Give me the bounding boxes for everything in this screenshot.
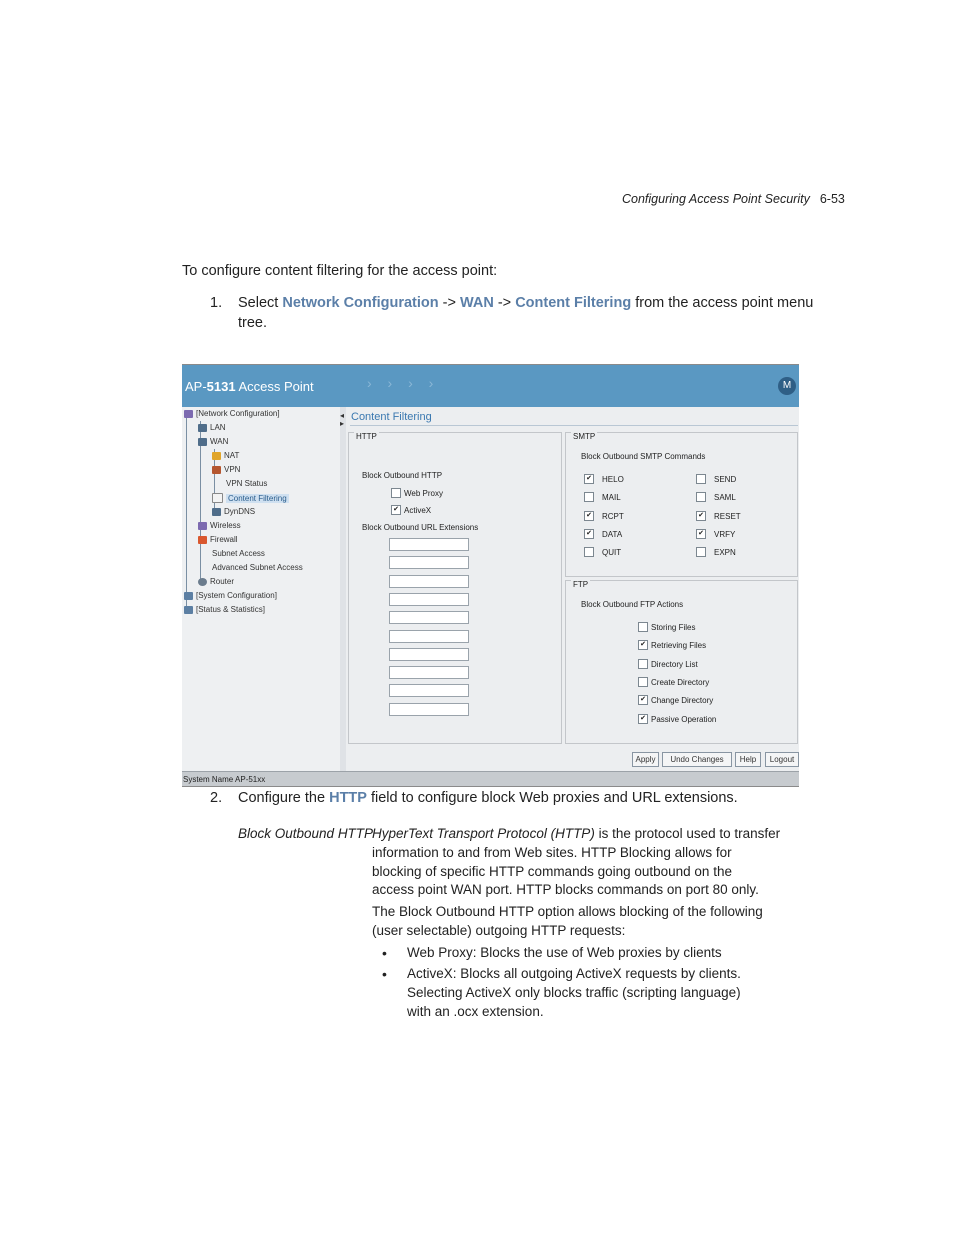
content-title: Content Filtering [351, 411, 432, 423]
step-2-pre: Configure the [238, 790, 330, 806]
smtp-saml-label: SAML [714, 493, 736, 503]
smtp-send-checkbox[interactable] [696, 474, 706, 484]
definition-p1-line2: information to and from Web sites. HTTP Blocking allows for [372, 845, 732, 860]
tree-label: VPN [224, 465, 241, 474]
step-1-line2: tree. [238, 315, 268, 331]
url-extension-input[interactable] [389, 630, 469, 643]
tree-label: Subnet Access [212, 549, 265, 558]
tree-label: Router [210, 577, 235, 586]
statistics-icon [184, 606, 193, 614]
bullet-marker: • [382, 966, 387, 982]
tree-label: DynDNS [224, 507, 256, 516]
tree-label: Advanced Subnet Access [212, 563, 303, 572]
tree-item-advanced-subnet-access[interactable] [212, 563, 303, 572]
link-wan: WAN [459, 295, 494, 311]
tree-label: Wireless [210, 521, 241, 530]
definition-p2-line2: (user selectable) outgoing HTTP requests: [372, 923, 626, 938]
tree-item-wireless[interactable] [198, 521, 241, 530]
dyndns-icon [212, 508, 221, 516]
ftp-change-directory-checkbox[interactable]: ✔ [638, 695, 648, 705]
smtp-data-checkbox[interactable]: ✔ [584, 529, 594, 539]
tree-item-router[interactable] [198, 577, 234, 586]
ap-screenshot [182, 364, 799, 787]
step-2-post: field to configure block Web proxies and URL extensions. [366, 790, 738, 806]
smtp-expn-checkbox[interactable] [696, 547, 706, 557]
bullet-marker: • [382, 945, 387, 961]
ftp-storing-files-label: Storing Files [651, 623, 696, 632]
ftp-storing-files-checkbox[interactable] [638, 622, 648, 632]
router-icon [198, 578, 207, 586]
ftp-directory-list-label: Directory List [651, 659, 698, 669]
ftp-create-directory-label: Create Directory [651, 677, 710, 687]
step-1-post: from the access point menu [631, 295, 814, 311]
link-content-filtering: Content Filtering [515, 295, 632, 311]
step-1-number: 1. [210, 295, 223, 311]
step-1-pre: Select [238, 295, 283, 311]
apply-button[interactable]: Apply [632, 752, 659, 767]
tree-item-wan[interactable] [198, 437, 228, 446]
tree-item-dyndns[interactable] [212, 507, 255, 516]
status-bar [182, 771, 799, 787]
definition-p1-line4: access point WAN port. HTTP blocks commands on port 80 only. [372, 882, 759, 897]
app-banner [182, 365, 799, 407]
ftp-actions-label: Block Outbound FTP Actions [581, 600, 684, 609]
definition-p2-line1: The Block Outbound HTTP option allows blocking of the following [372, 904, 763, 919]
system-name: System Name AP-51xx [183, 775, 266, 784]
tree-item-status-statistics[interactable] [184, 605, 265, 614]
definition-term: Block Outbound HTTP [238, 826, 374, 841]
title-divider [350, 425, 798, 426]
smtp-saml-checkbox[interactable] [696, 492, 706, 502]
bullet-activex-line3: with an .ocx extension. [407, 1004, 544, 1019]
activex-label: ActiveX [404, 506, 432, 515]
ftp-directory-list-checkbox[interactable] [638, 659, 648, 669]
smtp-vrfy-checkbox[interactable]: ✔ [696, 529, 706, 539]
link-network-configuration: Network Configuration [282, 295, 439, 311]
ftp-passive-operation-checkbox[interactable]: ✔ [638, 714, 648, 724]
ftp-change-directory-label: Change Directory [651, 696, 714, 706]
smtp-mail-label: MAIL [602, 493, 621, 503]
smtp-rcpt-checkbox[interactable]: ✔ [584, 511, 594, 521]
content-pane [346, 407, 799, 771]
title-suffix: Access Point [235, 379, 314, 394]
system-icon [184, 592, 193, 600]
smtp-mail-checkbox[interactable] [584, 492, 594, 502]
logout-button[interactable]: Logout [765, 752, 799, 767]
web-proxy-checkbox[interactable] [391, 488, 401, 498]
step-1-sep1: -> [438, 295, 460, 311]
tree-line [186, 413, 187, 609]
smtp-expn-label: EXPN [714, 548, 736, 558]
smtp-reset-checkbox[interactable]: ✔ [696, 511, 706, 521]
tree-item-system-configuration[interactable] [184, 591, 277, 600]
menu-tree [182, 407, 341, 771]
http-term: HyperText Transport Protocol (HTTP) [372, 826, 595, 841]
tree-item-network-configuration[interactable] [184, 409, 280, 418]
step-2-number: 2. [210, 790, 223, 806]
tree-item-vpn-status[interactable] [226, 479, 267, 488]
url-extension-input[interactable] [389, 666, 469, 679]
tree-label: VPN Status [226, 479, 268, 488]
ftp-legend: FTP [573, 580, 589, 589]
activex-checkbox[interactable]: ✔ [391, 505, 401, 515]
smtp-rcpt-label: RCPT [602, 511, 624, 521]
tree-label: Firewall [210, 535, 238, 544]
ftp-create-directory-checkbox[interactable] [638, 677, 648, 687]
url-extension-input[interactable] [389, 593, 469, 606]
lan-icon [198, 424, 207, 432]
ftp-passive-operation-label: Passive Operation [651, 714, 717, 724]
intro-text: To configure content filtering for the access point: [182, 263, 498, 279]
url-extension-input[interactable] [389, 648, 469, 661]
smtp-legend: SMTP [573, 432, 596, 441]
vpn-icon [212, 466, 221, 474]
web-proxy-label: Web Proxy [404, 489, 443, 498]
url-extension-input[interactable] [389, 611, 469, 624]
smtp-commands-label: Block Outbound SMTP Commands [581, 452, 706, 461]
block-outbound-http-label: Block Outbound HTTP [362, 471, 443, 480]
bullet-activex-line2: Selecting ActiveX only blocks traffic (scripting language) [407, 985, 741, 1000]
wireless-icon [198, 522, 207, 530]
nat-icon [212, 452, 221, 460]
smtp-vrfy-label: VRFY [714, 529, 736, 539]
title-model: 5131 [206, 379, 236, 394]
document-icon [212, 493, 223, 503]
undo-changes-button[interactable]: Undo Changes [662, 752, 732, 767]
tree-item-vpn[interactable] [212, 465, 240, 474]
smtp-quit-label: QUIT [602, 548, 622, 558]
smtp-quit-checkbox[interactable] [584, 547, 594, 557]
tree-item-nat[interactable] [212, 451, 239, 460]
smtp-helo-checkbox[interactable]: ✔ [584, 474, 594, 484]
tree-item-firewall[interactable] [198, 535, 238, 544]
ftp-retrieving-files-label: Retrieving Files [651, 641, 707, 651]
motorola-logo-icon: M [778, 377, 796, 395]
definition-p1-line3: blocking of specific HTTP commands going outbound on the [372, 864, 732, 879]
wan-icon [198, 438, 207, 446]
expand-right-icon[interactable]: ▸ [340, 419, 345, 428]
http-legend: HTTP [356, 432, 377, 441]
smtp-data-label: DATA [602, 529, 623, 539]
p1-l1: is the protocol used to transfer [594, 826, 781, 841]
smtp-reset-label: RESET [714, 511, 741, 521]
url-extension-input[interactable] [389, 703, 469, 716]
step-1-sep2: -> [493, 295, 516, 311]
page-number: 6-53 [819, 192, 845, 206]
link-http: HTTP [329, 790, 367, 806]
collapse-left-icon[interactable]: ◂ [340, 411, 345, 420]
bullet-web-proxy: Web Proxy: Blocks the use of Web proxies by clients [407, 945, 722, 960]
url-extension-input[interactable] [389, 684, 469, 697]
tree-label: [Network Configuration] [196, 409, 280, 418]
step-1-text [238, 295, 813, 311]
tree-label: [System Configuration] [196, 591, 277, 600]
smtp-helo-label: HELO [602, 475, 624, 484]
firewall-icon [198, 536, 207, 544]
running-header [622, 192, 845, 206]
url-extensions-label: Block Outbound URL Extensions [362, 523, 479, 532]
app-title [185, 379, 314, 394]
tree-label: LAN [210, 423, 226, 432]
url-extension-input[interactable] [389, 575, 469, 588]
ftp-retrieving-files-checkbox[interactable]: ✔ [638, 640, 648, 650]
url-extension-input[interactable] [389, 556, 469, 569]
tree-label: NAT [224, 451, 240, 460]
help-button[interactable]: Help [735, 752, 761, 767]
definition-p1-line1 [372, 826, 780, 841]
tree-label: [Status & Statistics] [196, 605, 265, 614]
tree-item-subnet-access[interactable] [212, 549, 265, 558]
url-extension-input[interactable] [389, 538, 469, 551]
smtp-send-label: SEND [714, 475, 737, 484]
section-title: Configuring Access Point Security [622, 192, 810, 206]
tree-item-content-filtering[interactable] [212, 493, 289, 503]
network-icon [184, 410, 193, 418]
bullet-activex-line1: ActiveX: Blocks all outgoing ActiveX requests by clients. [407, 966, 741, 981]
banner-decoration: › › › › [367, 375, 440, 391]
tree-label: WAN [210, 437, 229, 446]
step-2-text [238, 790, 738, 806]
tree-label: Content Filtering [228, 493, 287, 503]
title-prefix: AP- [185, 379, 207, 394]
tree-item-lan[interactable] [198, 423, 226, 432]
